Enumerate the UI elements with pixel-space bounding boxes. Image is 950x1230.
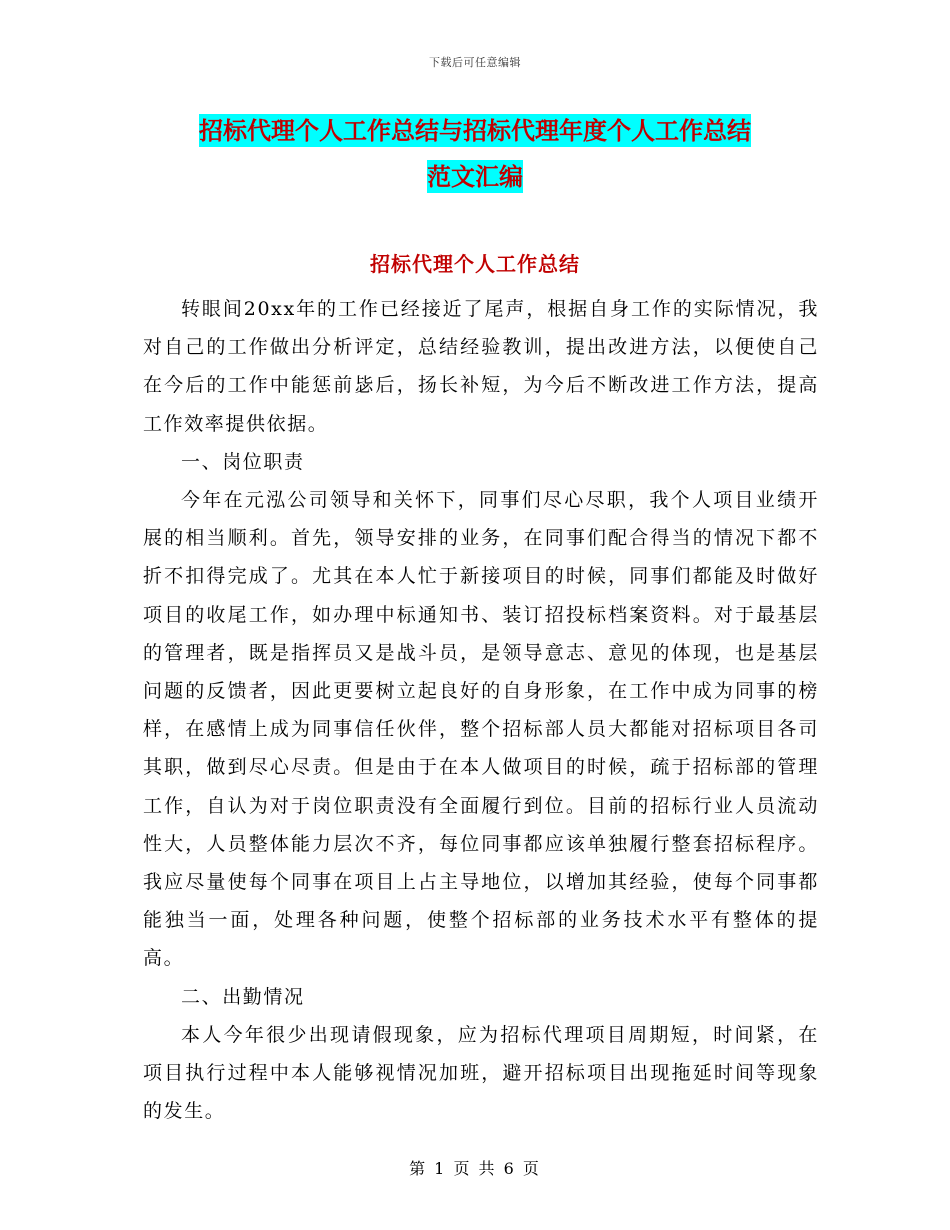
paragraph-intro: 转眼间20xx年的工作已经接近了尾声，根据自身工作的实际情况，我对自己的工作做出分析评定，总结经验教训，提出改进方法，以便使自己在今后的工作中能惩前毖后，扬长补短，为今后不断改进工作方法，提高工作效率提供依据。	[143, 298, 819, 435]
heading-job-duties: 一、岗位职责	[181, 450, 305, 473]
page-footer: 第 1 页 共 6 页	[409, 1159, 541, 1178]
document-title-line-1: 招标代理个人工作总结与招标代理年度个人工作总结	[199, 116, 751, 145]
heading-attendance: 二、出勤情况	[181, 985, 305, 1008]
document-title-line-2: 范文汇编	[427, 162, 523, 191]
paragraph-attendance: 本人今年很少出现请假现象，应为招标代理项目周期短，时间紧，在项目执行过程中本人能够视情况加班，避开招标项目出现拖延时间等现象的发生。	[143, 1023, 819, 1123]
paragraph-job-duties: 今年在元泓公司领导和关怀下，同事们尽心尽职，我个人项目业绩开展的相当顺利。首先，领导安排的业务，在同事们配合得当的情况下都不折不扣得完成了。尤其在本人忙于新接项目的时候，同事们都能及时做好项目的收尾工作，如办理中标通知书、装订招投标档案资料。对于最基层的管理者，既是指挥员又是战斗员，是领导意志、意见的体现，也是基层问题的反馈者，因此更要树立起良好的自身形象，在工作中成为同事的榜样，在感情上成为同事信任伙伴，整个招标部人员大都能对招标项目各司其职，做到尽心尽责。但是由于在本人做项目的时候，疏于招标部的管理工作，自认为对于岗位职责没有全面履行到位。目前的招标行业人员流动性大，人员整体能力层次不齐，每位同事都应该单独履行整套招标程序。我应尽量使每个同事在项目上占主导地位，以增加其经验，使每个同事都能独当一面，处理各种问题，使整个招标部的业务技术水平有整体的提高。	[143, 489, 819, 970]
section-title: 招标代理个人工作总结	[370, 252, 580, 276]
body-text	[143, 290, 819, 1130]
header-note: 下载后可任意编辑	[429, 56, 521, 69]
document-title	[0, 108, 950, 200]
